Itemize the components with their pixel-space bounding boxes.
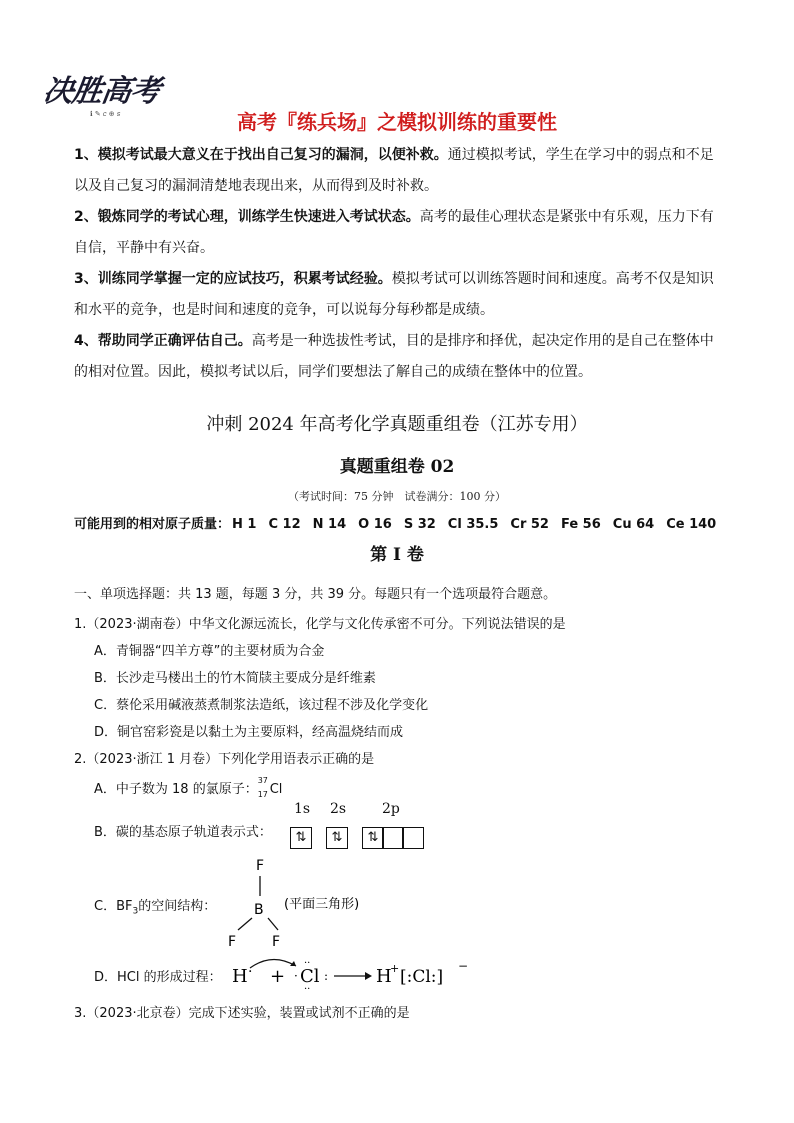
point-3-text: 模拟考试可以训练答题时间和速度。高考不仅是知识和水平的竞争，也是时间和速度的竞争，可以说每分每秒都是成绩。 <box>74 271 714 318</box>
chloride-ion: [:Cl:] <box>400 967 444 987</box>
atom-mass: N 14 <box>312 517 347 532</box>
cl-dots-top: ·· <box>304 958 311 969</box>
page-headline: 高考『练兵场』之模拟训练的重要性 <box>237 110 557 134</box>
atom-mass: C 12 <box>268 517 301 532</box>
orbital-box-1s: ⇅ <box>290 827 312 849</box>
bond-left <box>238 918 252 930</box>
question-2-option-c <box>94 895 216 917</box>
hcl-formation <box>226 950 486 994</box>
question-1-option-b: B．长沙走马楼出土的竹木简牍主要成分是纤维素 <box>94 671 376 686</box>
orbital-2p-label: 2p <box>382 801 400 817</box>
chloride-ion-charge: − <box>458 959 469 973</box>
point-2 <box>74 202 724 264</box>
atoms-label: 可能用到的相对原子质量： <box>74 517 231 532</box>
question-2-option-b: B．碳的基态原子轨道表示式： <box>94 825 272 840</box>
section-heading: 一、单项选择题：共 13 题，每题 3 分，共 39 分。每题只有一个选项最符合题意。 <box>74 587 557 602</box>
logo-subtext: ℹ ✎ 𝑐 ⊕ 𝑠 <box>90 110 121 118</box>
point-3-bold: 3、训练同学掌握一定的应试技巧，积累考试经验。 <box>74 271 392 287</box>
orbital-box-2p-1: ⇅ <box>362 827 384 849</box>
question-2-option-a <box>94 775 283 799</box>
point-4-bold: 4、帮助同学正确评估自己。 <box>74 333 252 349</box>
orbital-1s-label: 1s <box>294 801 311 817</box>
option-a-text: A．中子数为 18 的氯原子： <box>94 782 258 797</box>
question-2-stem: 2.（2023·浙江 1 月卷）下列化学用语表示正确的是 <box>74 752 375 767</box>
cl-dots-right: : <box>324 969 329 983</box>
hydrogen-ion-charge: + <box>390 962 400 975</box>
question-2-option-d: D．HCl 的形成过程： <box>94 970 222 985</box>
atom-mass: H 1 <box>232 517 257 532</box>
bf3-subscript: 3 <box>132 906 139 917</box>
question-1-option-d: D．铜官窑彩瓷是以黏土为主要原料，经高温烧结而成 <box>94 725 404 740</box>
option-c-letter: C． <box>94 899 117 914</box>
cl-dots-bottom: ·· <box>304 984 311 994</box>
reaction-arrowhead <box>365 972 372 980</box>
exam-title: 冲刺 2024 年高考化学真题重组卷（江苏专用） <box>206 414 588 435</box>
atom-f-left: F <box>228 934 237 950</box>
cl-dots-left: · <box>294 969 298 983</box>
question-1-option-c: C．蔡伦采用碱液蒸煮制浆法造纸，该过程不涉及化学变化 <box>94 698 429 713</box>
atom-mass: S 32 <box>403 517 436 532</box>
hydrogen-atom: H <box>232 966 248 987</box>
atom-mass: Ce 140 <box>666 517 717 532</box>
orbital-box-2s: ⇅ <box>326 827 348 849</box>
hydrogen-ion: H <box>376 966 392 987</box>
atom-b: B <box>254 902 264 918</box>
question-1-stem: 1.（2023·湖南卷）中华文化源远流长，化学与文化传承密不可分。下列说法错误的是 <box>74 617 566 632</box>
orbital-box-2p-3 <box>402 827 424 849</box>
exam-subtitle: 真题重组卷 02 <box>339 457 455 477</box>
nuclide-notation <box>257 775 280 799</box>
atomic-masses <box>74 513 728 532</box>
point-3 <box>74 264 724 326</box>
mass-number: 37 <box>257 775 268 785</box>
orbital-box-2p-2 <box>382 827 404 849</box>
plus-sign: + <box>270 966 286 987</box>
point-4 <box>74 326 724 388</box>
point-1-text: 通过模拟考试，学生在学习中的弱点和不足以及自己复习的漏洞清楚地表现出来，从而得到及时补救。 <box>74 147 714 194</box>
question-3-stem: 3.（2023·北京卷）完成下述实验，装置或试剂不正确的是 <box>74 1006 410 1021</box>
chlorine-atom: Cl <box>300 966 320 987</box>
volume-heading: 第 I 卷 <box>370 545 424 565</box>
question-1-option-a: A．青铜器“四羊方尊”的主要材质为合金 <box>94 644 325 659</box>
atom-mass: Cr 52 <box>510 517 549 532</box>
point-2-bold: 2、锻炼同学的考试心理，训练学生快速进入考试状态。 <box>74 209 420 225</box>
point-2-text: 高考的最佳心理状态是紧张中有乐观，压力下有自信，平静中有兴奋。 <box>74 209 714 256</box>
orbital-2s-label: 2s <box>330 801 347 817</box>
option-c-text: 的空间结构： <box>138 899 217 914</box>
point-4-text: 高考是一种选拔性考试，目的是排序和择优，起决定作用的是自己在整体中的相对位置。因此，模拟考试以后，同学们要想法了解自己的成绩在整体中的位置。 <box>74 333 714 380</box>
logo-text: 决胜高考 <box>41 74 162 109</box>
atom-f-right: F <box>272 934 281 950</box>
atom-mass: Cl 35.5 <box>447 517 499 532</box>
point-1 <box>74 140 724 202</box>
atom-mass: O 16 <box>358 517 392 532</box>
h-electron-dot: · <box>248 964 253 980</box>
shape-note: (平面三角形) <box>284 897 360 912</box>
atom-f-top: F <box>256 858 265 874</box>
bf3-structure <box>222 854 382 950</box>
bf3-formula: BF <box>116 899 133 914</box>
atom-mass: Fe 56 <box>560 517 601 532</box>
exam-info: （考试时间：75 分钟 试卷满分：100 分） <box>288 490 506 503</box>
bond-right <box>268 918 278 930</box>
atom-mass: Cu 64 <box>612 517 655 532</box>
orbital-diagram <box>290 801 440 851</box>
point-1-bold: 1、模拟考试最大意义在于找出自己复习的漏洞，以便补救。 <box>74 147 448 163</box>
element-symbol: Cl <box>269 782 283 797</box>
atomic-number: 17 <box>257 789 268 799</box>
